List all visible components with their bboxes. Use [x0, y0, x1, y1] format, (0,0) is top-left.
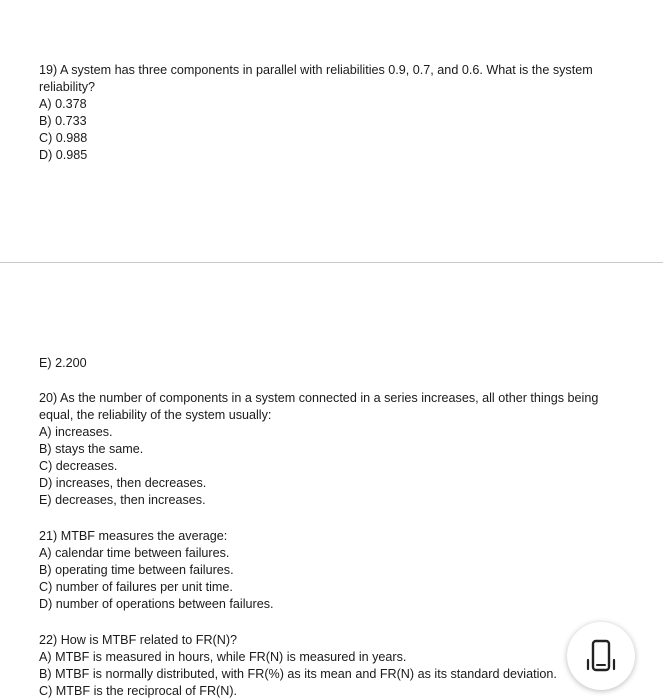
answer-option: A) MTBF is measured in hours, while FR(N) is measured in years. [39, 650, 407, 664]
question-stem: 20) As the number of components in a system connected in a series increases, all other things being equal, the reliability of the system usually: [39, 391, 599, 422]
page-divider [0, 262, 663, 263]
answer-option: B) stays the same. [39, 442, 144, 456]
rotate-device-button[interactable] [567, 622, 635, 690]
answer-option: A) 0.378 [39, 97, 87, 111]
question-stem: 22) How is MTBF related to FR(N)? [39, 633, 238, 647]
question-22 [39, 632, 629, 700]
question-20 [39, 390, 629, 509]
answer-option: D) 0.985 [39, 148, 88, 162]
answer-option: C) decreases. [39, 459, 118, 473]
answer-option: C) number of failures per unit time. [39, 580, 233, 594]
question-stem: 19) A system has three components in parallel with reliabilities 0.9, 0.7, and 0.6. What is the system reliability? [39, 63, 593, 94]
answer-option: A) calendar time between failures. [39, 546, 230, 560]
answer-option: E) 2.200 [39, 356, 87, 370]
answer-option: D) increases, then decreases. [39, 476, 207, 490]
answer-option: D) number of operations between failures. [39, 597, 274, 611]
question-19-continued [39, 355, 629, 372]
answer-option: B) MTBF is normally distributed, with FR(%) as its mean and FR(N) as its standard deviation. [39, 667, 557, 681]
phone-rotate-icon [584, 636, 618, 676]
answer-option: C) 0.988 [39, 131, 88, 145]
answer-option: B) operating time between failures. [39, 563, 234, 577]
question-stem: 21) MTBF measures the average: [39, 529, 228, 543]
question-19 [39, 62, 629, 164]
answer-option: C) MTBF is the reciprocal of FR(N). [39, 684, 238, 698]
answer-option: E) decreases, then increases. [39, 493, 206, 507]
answer-option: A) increases. [39, 425, 113, 439]
answer-option: B) 0.733 [39, 114, 87, 128]
question-21 [39, 528, 629, 613]
